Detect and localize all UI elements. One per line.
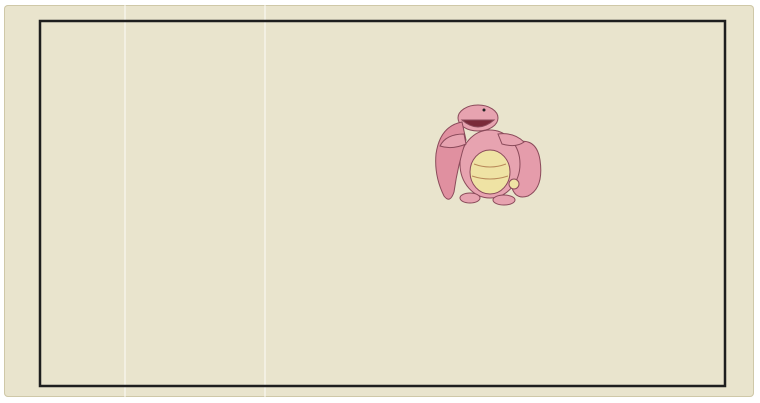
outer-border <box>40 21 725 386</box>
lickitung-sticker <box>432 104 544 208</box>
